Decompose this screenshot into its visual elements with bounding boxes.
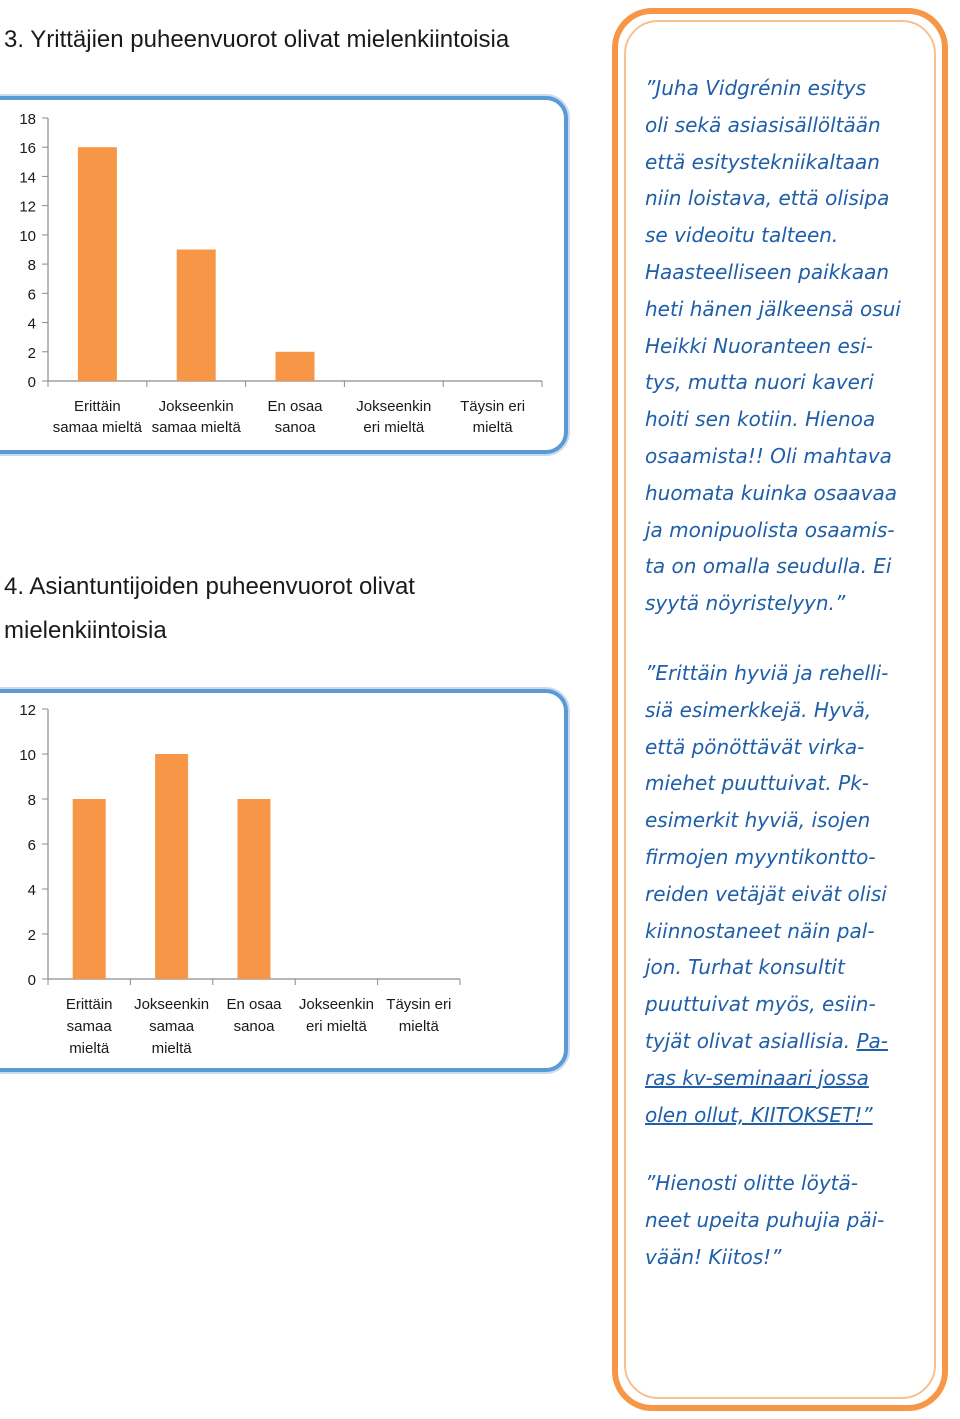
quote-line: firmojen myyntikontto-: [645, 844, 876, 869]
quote-line: ja monipuolista osaamis-: [645, 517, 895, 542]
chart3-category-label: Jokseenkin: [158, 398, 234, 415]
chart3-category-label: samaa mieltä: [151, 419, 241, 436]
quote-line: tyjät olivat asiallisia.: [645, 1028, 851, 1053]
chart3-y-tick-label: 10: [19, 227, 36, 245]
quote-line: Heikki Nuoranteen esi-: [645, 333, 873, 358]
quote-line: reiden vetäjät eivät olisi: [645, 881, 887, 906]
chart4-category-label: sanoa: [233, 1018, 275, 1035]
quote-line: huomata kuinka osaavaa: [645, 480, 897, 505]
quote-line: oli sekä asiasisällöltään: [645, 112, 881, 137]
quote-line: kiinnostaneet näin pal-: [645, 918, 875, 943]
quote-line: siä esimerkkejä. Hyvä,: [645, 697, 872, 722]
chart4-y-tick-label: 8: [27, 792, 36, 809]
quote-line-underlined: olen ollut, KIITOKSET!”: [645, 1102, 873, 1127]
chart3-category-label: Täysin eri: [460, 398, 526, 415]
quote-line: vään! Kiitos!”: [645, 1244, 782, 1269]
chart4-category-label: Täysin eri: [386, 996, 452, 1013]
quote-line: heti hänen jälkeensä osui: [645, 296, 901, 321]
chart4-bar: [238, 799, 271, 979]
chart4-y-tick-label: 2: [27, 927, 36, 944]
quote-line: tys, mutta nuori kaveri: [645, 370, 874, 395]
chart3-y-tick-label: 6: [27, 286, 36, 304]
quote-line: osaamista!! Oli mahtava: [645, 443, 892, 468]
quote-line: esimerkit hyviä, isojen: [645, 808, 871, 833]
quote-2: [645, 655, 935, 1133]
quote-line: että esitystekniikaltaan: [645, 149, 880, 174]
quote-line: ”Juha Vidgrénin esitys: [645, 76, 867, 100]
chart4-category-label: mieltä: [151, 1040, 192, 1057]
chart4-bar: [73, 799, 106, 979]
quote-line: niin loistava, että olisipa: [645, 186, 890, 211]
chart3-y-tick-label: 18: [19, 111, 36, 128]
quote-line: hoiti sen kotiin. Hienoa: [645, 407, 876, 432]
chart4-category-label: Jokseenkin: [134, 996, 210, 1013]
chart3-category-label: samaa mieltä: [52, 419, 143, 436]
chart4-category-label: samaa: [149, 1018, 195, 1035]
chart3-y-tick-label: 8: [27, 257, 36, 275]
quote-line: ta on omalla seudulla. Ei: [645, 554, 892, 579]
quote-line: syytä nöyristelyyn.”: [645, 591, 846, 616]
chart3-heading: 3. Yrittäjien puheenvuorot olivat mielenkiintoisia: [4, 26, 510, 53]
chart3-category-label: mieltä: [472, 419, 513, 436]
quote-line: ”Erittäin hyviä ja rehelli-: [645, 661, 889, 685]
chart3-y-tick-label: 12: [19, 198, 36, 216]
quote-line: että pönöttävät virka-: [645, 734, 865, 759]
chart3-category-label: Jokseenkin: [356, 398, 432, 415]
chart4-category-label: samaa: [66, 1018, 112, 1035]
chart4-category-label: Erittäin: [65, 996, 113, 1013]
quote-line: neet upeita puhujia päi-: [645, 1207, 885, 1232]
chart3-category-label: Erittäin: [74, 398, 121, 415]
chart3-category-label: eri mieltä: [363, 419, 425, 436]
chart3-bar: [78, 147, 117, 381]
quote-line: ”Hienosti olitte löytä-: [645, 1171, 858, 1195]
quote-1: [645, 70, 935, 622]
chart4-y-tick-label: 10: [19, 747, 36, 764]
chart4-category-label: mieltä: [398, 1018, 439, 1035]
chart4-y-tick-label: 0: [27, 972, 36, 989]
quote-line: jon. Turhat konsultit: [645, 955, 845, 980]
quote-line: miehet puuttuivat. Pk-: [645, 771, 869, 796]
chart3-y-tick-label: 4: [27, 315, 36, 333]
chart3-bar: [177, 250, 216, 382]
chart4-category-label: Jokseenkin: [298, 996, 374, 1013]
chart4-category-label: eri mieltä: [305, 1018, 367, 1035]
chart4-y-tick-label: 4: [27, 882, 36, 899]
chart4-y-tick-label: 12: [19, 702, 36, 719]
quote-line: Haasteelliseen paikkaan: [645, 259, 890, 284]
chart3-y-tick-label: 0: [27, 374, 36, 391]
chart4-category-label: mieltä: [69, 1040, 110, 1057]
chart3-y-tick-label: 16: [19, 140, 36, 158]
chart4-y-tick-label: 6: [27, 837, 36, 854]
chart4-bar: [155, 754, 188, 979]
quote-line: puuttuivat myös, esiin-: [645, 992, 876, 1017]
chart3-bar: [276, 352, 315, 381]
quote-3: [645, 1165, 935, 1275]
quote-line: se videoitu talteen.: [645, 223, 839, 248]
chart3-y-tick-label: 2: [27, 344, 36, 362]
quote-line-underlined: Pa-: [856, 1028, 888, 1053]
quote-line-underlined: ras kv-seminaari jossa: [645, 1065, 869, 1090]
chart3-y-tick-label: 14: [19, 169, 36, 187]
chart3-category-label: En osaa: [267, 398, 323, 415]
chart4-category-label: En osaa: [226, 996, 282, 1013]
chart4-heading: 4. Asiantuntijoiden puheenvuorot olivat mielenkiintoisia: [4, 573, 415, 644]
chart3-category-label: sanoa: [274, 419, 316, 436]
